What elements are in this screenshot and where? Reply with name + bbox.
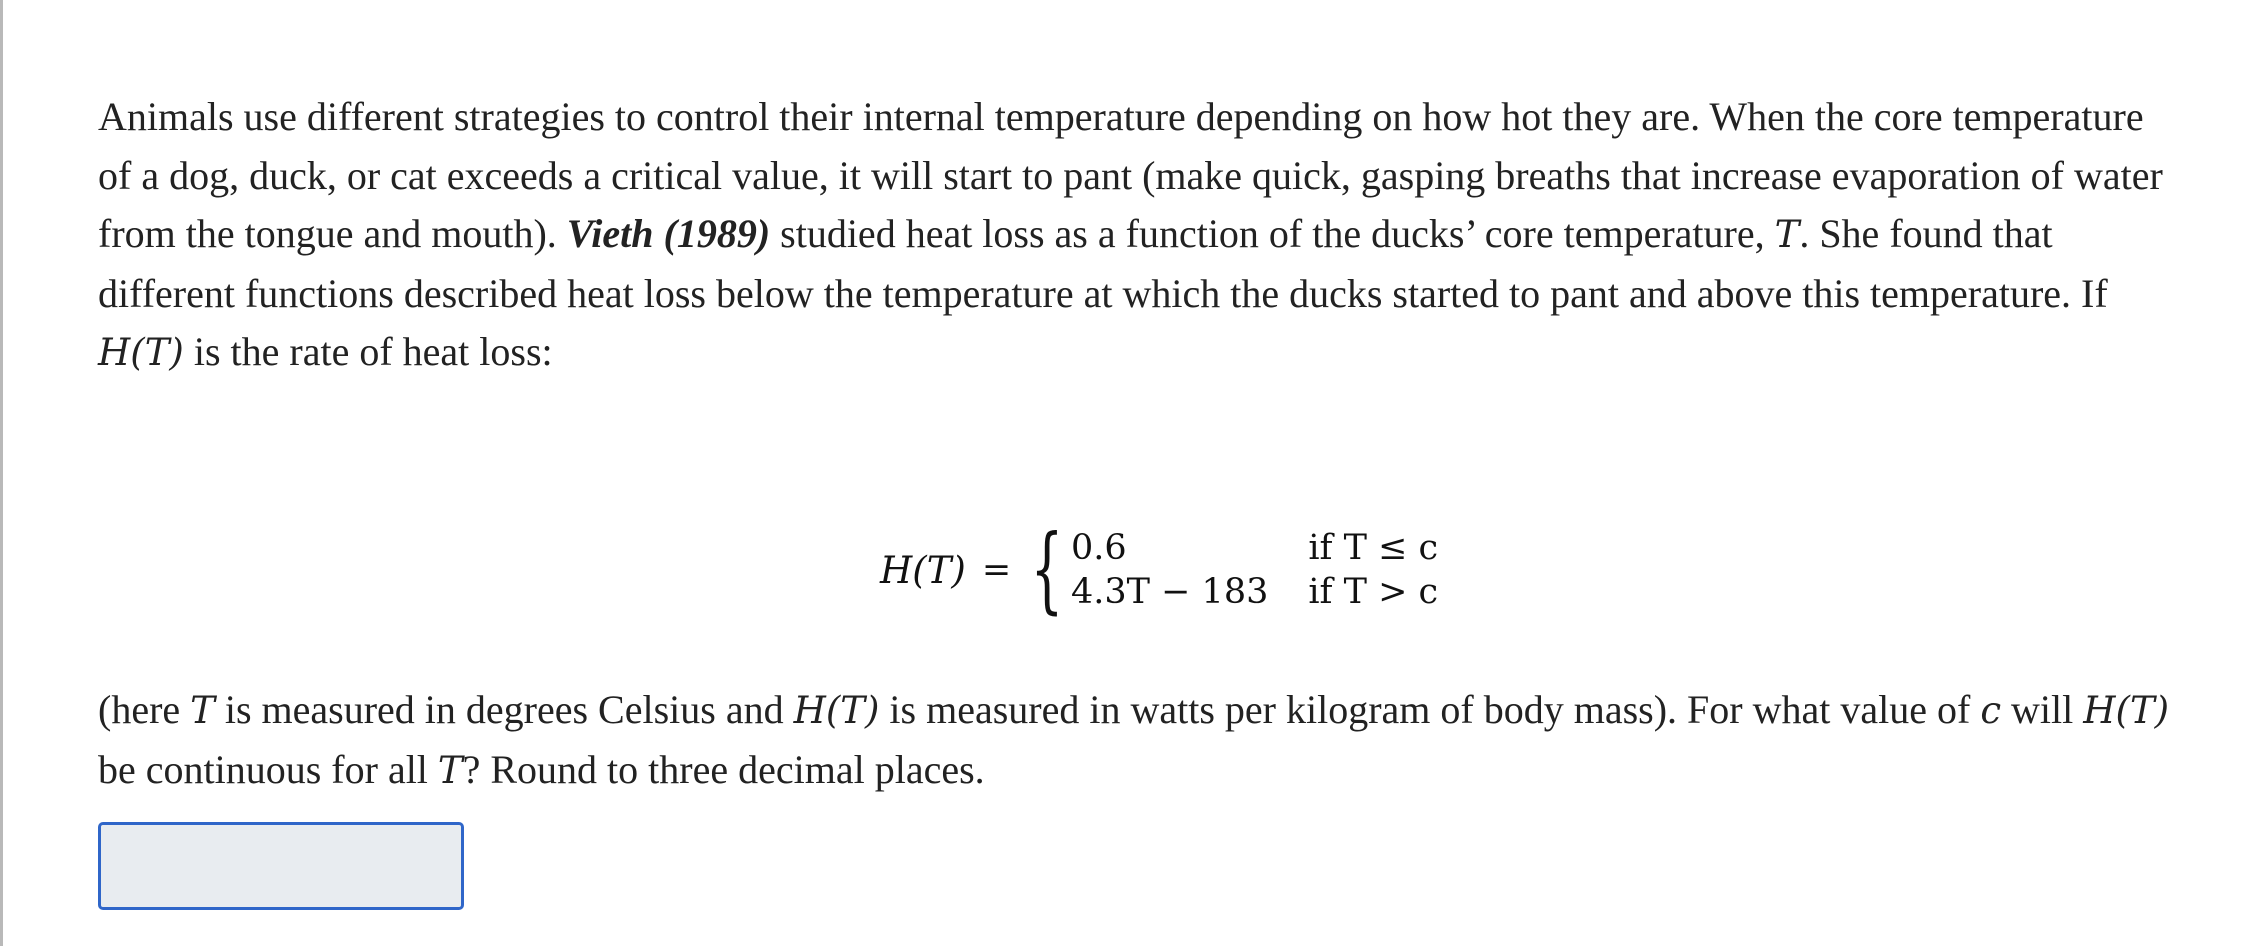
- math-var-c: c: [1980, 689, 2002, 732]
- case-1-condition: if T ≤ c: [1308, 528, 1439, 568]
- math-func-h-of-t: H(T): [793, 689, 880, 732]
- left-border: [0, 0, 3, 946]
- question-text-4: will: [2001, 687, 2084, 732]
- case-1-expression: 0.6: [1070, 528, 1127, 568]
- piecewise-equation: [880, 515, 1439, 624]
- intro-text-1: Animals use different strategies to control their internal temperature depending on how hot they are. When the core temperature of a dog, duck, or cat exceeds a critical value, it will start to pant (make quick, gasping breaths that increase evaporation of water from the tongue and mouth).: [98, 94, 2163, 256]
- case-2-expression: 4.3T − 183: [1070, 572, 1269, 612]
- equation-lhs-func: H(T): [880, 548, 966, 592]
- question-text-5: be continuous for all: [98, 746, 438, 792]
- math-func-h-of-t: H(T): [2083, 689, 2170, 732]
- equation-lhs: [880, 549, 1011, 592]
- question-text-1: (here: [98, 687, 191, 732]
- question-text-2: is measured in degrees Celsius and: [214, 687, 794, 732]
- math-func-h-of-t: H(T): [98, 331, 184, 374]
- left-brace: {: [1030, 515, 1064, 624]
- equals-sign: =: [981, 550, 1012, 590]
- math-var-t: T: [1774, 213, 1800, 256]
- intro-text-2: studied heat loss as a function of the ducks’ core temperature,: [770, 211, 1775, 256]
- intro-text-4: is the rate of heat loss:: [183, 329, 553, 374]
- case-2-condition: if T > c: [1308, 572, 1439, 612]
- intro-text-3: . She found that different functions described heat loss below the temperature at which the ducks started to pant and above this temperature. If: [98, 211, 2108, 316]
- problem-intro-paragraph: [98, 88, 2168, 383]
- question-paragraph: [98, 681, 2178, 800]
- math-var-t: T: [190, 689, 215, 732]
- answer-input[interactable]: [98, 822, 464, 910]
- question-text-3: is measured in watts per kilogram of body mass). For what value of: [879, 687, 1981, 732]
- citation-link[interactable]: Vieth (1989): [566, 211, 771, 256]
- math-var-t: T: [437, 748, 463, 792]
- problem-statement: [98, 88, 2168, 383]
- question-text-6: ? Round to three decimal places.: [462, 746, 985, 792]
- equation-cases: [1071, 528, 1438, 612]
